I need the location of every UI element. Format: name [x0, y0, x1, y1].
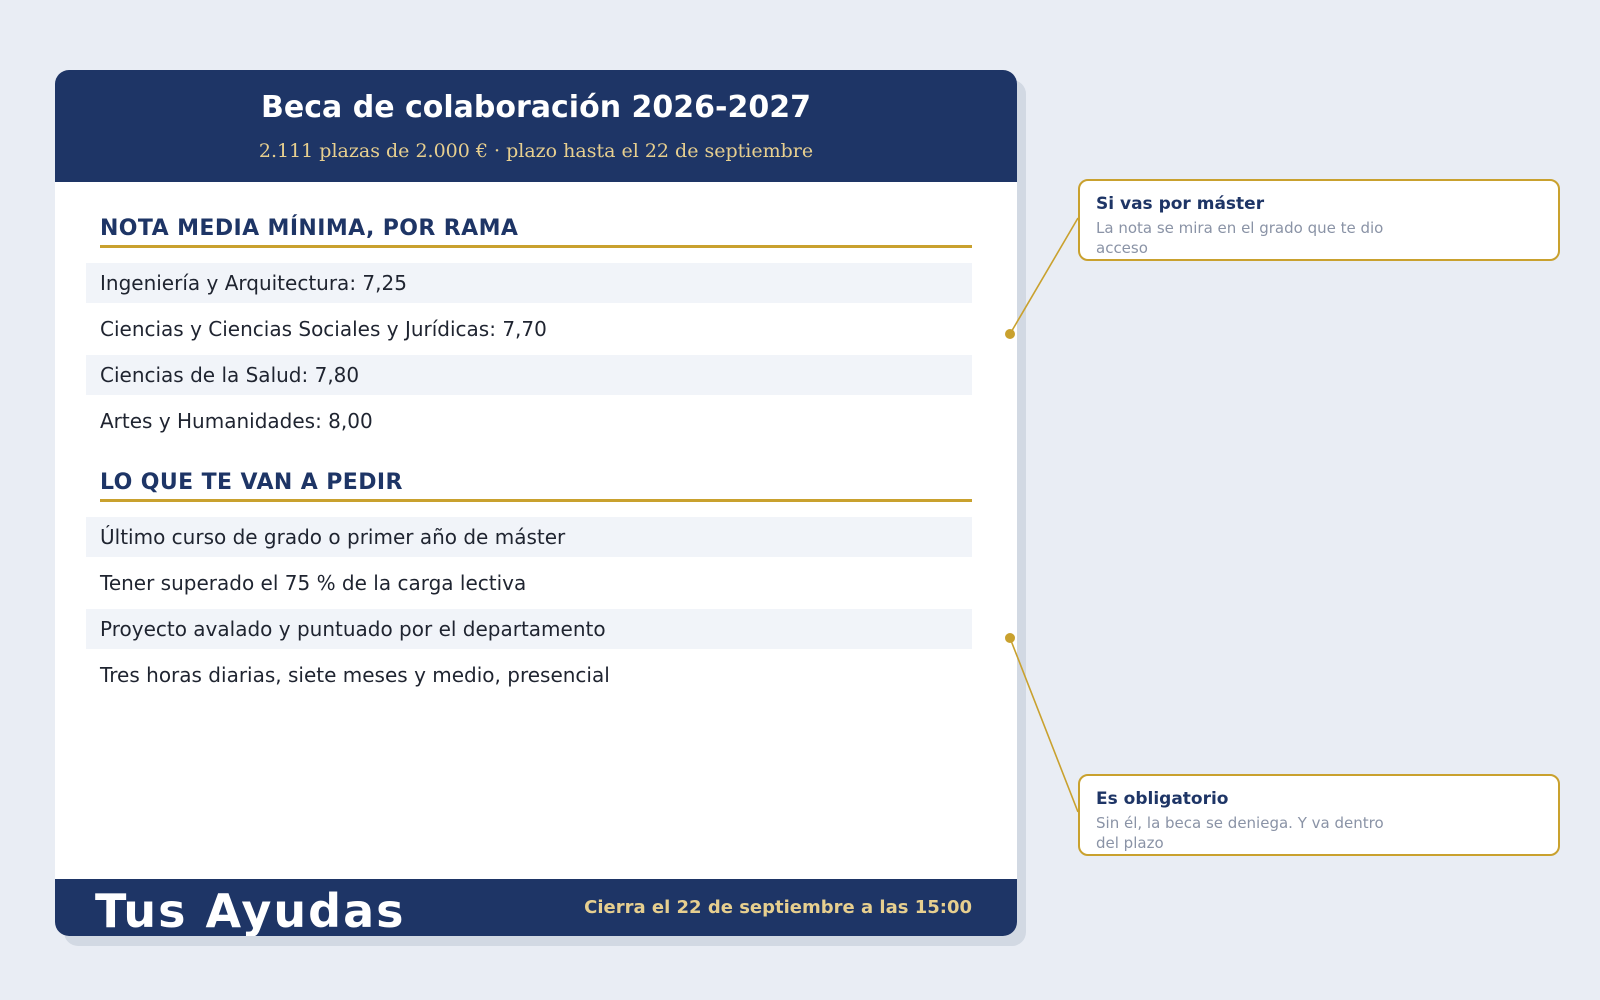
callout-title: Si vas por máster [1096, 194, 1265, 214]
list-item-text: Tres horas diarias, siete meses y medio, presencial [100, 663, 610, 687]
card-subtitle: 2.111 plazas de 2.000 € · plazo hasta el 22 de septiembre [258, 140, 814, 162]
list-item-text: Tener superado el 75 % de la carga lectiva [100, 571, 527, 595]
connector-dot-project [1005, 633, 1015, 643]
callout-title: Es obligatorio [1096, 789, 1229, 809]
callout-body: Sin él, la beca se deniega. Y va dentro del plazo [1096, 814, 1384, 852]
list-item-text: Ingeniería y Arquitectura: 7,25 [86, 263, 972, 303]
connector-dot-master [1005, 329, 1015, 339]
connector-line-master [1010, 218, 1078, 334]
callout-master [1078, 179, 1560, 261]
requirements-section-heading: LO QUE TE VAN A PEDIR [100, 470, 972, 502]
callout-mandatory [1078, 774, 1560, 856]
brand-logo: Tus Ayudas [95, 884, 406, 936]
callout-body: La nota se mira en el grado que te dio acceso [1096, 219, 1384, 257]
list-item-text: Proyecto avalado y puntuado por el departamento [86, 609, 972, 649]
list-item-text: Ciencias de la Salud: 7,80 [86, 355, 972, 395]
list-item-text: Artes y Humanidades: 8,00 [100, 409, 373, 433]
list-item-text: Último curso de grado o primer año de máster [86, 517, 972, 557]
deadline-text: Cierra el 22 de septiembre a las 15:00 [584, 897, 972, 918]
list-item-text: Ciencias y Ciencias Sociales y Jurídicas: 7,70 [100, 317, 547, 341]
card-title: Beca de colaboración 2026-2027 [261, 90, 811, 125]
connector-line-project [1010, 638, 1078, 812]
grades-section-heading: NOTA MEDIA MÍNIMA, POR RAMA [100, 216, 972, 248]
